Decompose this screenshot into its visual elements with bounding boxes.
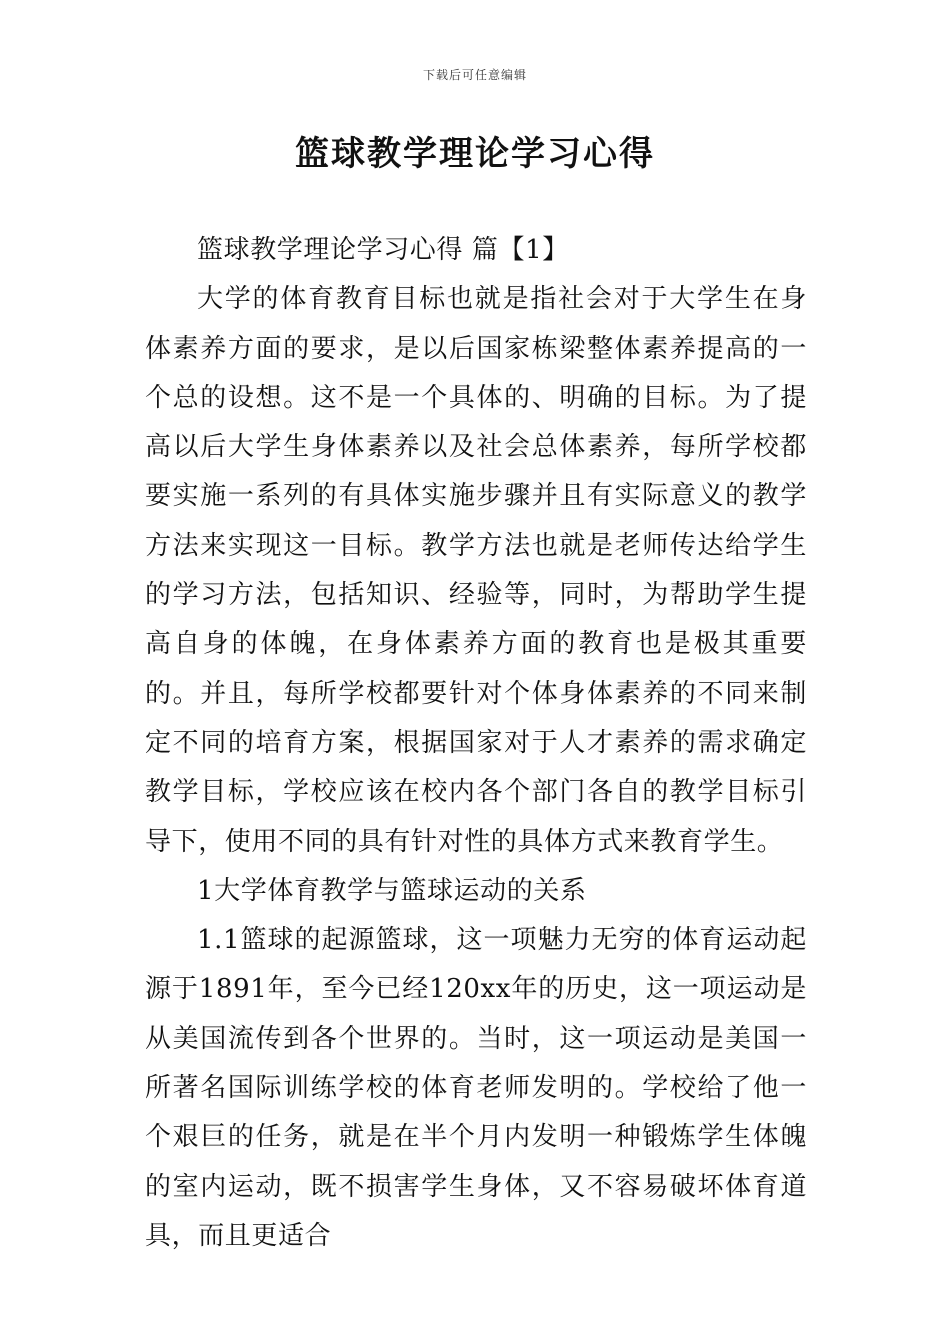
paragraph: 1.1篮球的起源篮球，这一项魅力无穷的体育运动起源于1891年，至今已经120xx年的历史，这一项运动是从美国流传到各个世界的。当时，这一项运动是美国一所著名国际训练学校的体育老师发明的。学校给了他一个艰巨的任务，就是在半个月内发明一种锻炼学生体魄的室内运动，既不损害学生身体，又不容易破坏体育道具，而且更适合 xyxy=(145,925,807,1251)
paragraph: 大学的体育教育目标也就是指社会对于大学生在身体素养方面的要求，是以后国家栋梁整体素养提高的一个总的设想。这不是一个具体的、明确的目标。为了提高以后大学生身体素养以及社会总体素养，每所学校都要实施一系列的有具体实施步骤并且有实际意义的教学方法来实现这一目标。教学方法也就是老师传达给学生的学习方法，包括知识、经验等，同时，为帮助学生提高自身的体魄，在身体素养方面的教育也是极其重要的。并且，每所学校都要针对个体身体素养的不同来制定不同的培育方案，根据国家对于人才素养的需求确定教学目标，学校应该在校内各个部门各自的教学目标引导下，使用不同的具有针对性的具体方式来教育学生。 xyxy=(145,284,807,857)
subsection-heading: 1大学体育教学与篮球运动的关系 xyxy=(197,875,587,906)
header-note: 下载后可任意编辑 xyxy=(422,68,527,82)
section-heading: 篮球教学理论学习心得 篇【1】 xyxy=(197,235,569,265)
document-body xyxy=(145,226,807,1261)
document-title: 篮球教学理论学习心得 xyxy=(295,134,655,174)
